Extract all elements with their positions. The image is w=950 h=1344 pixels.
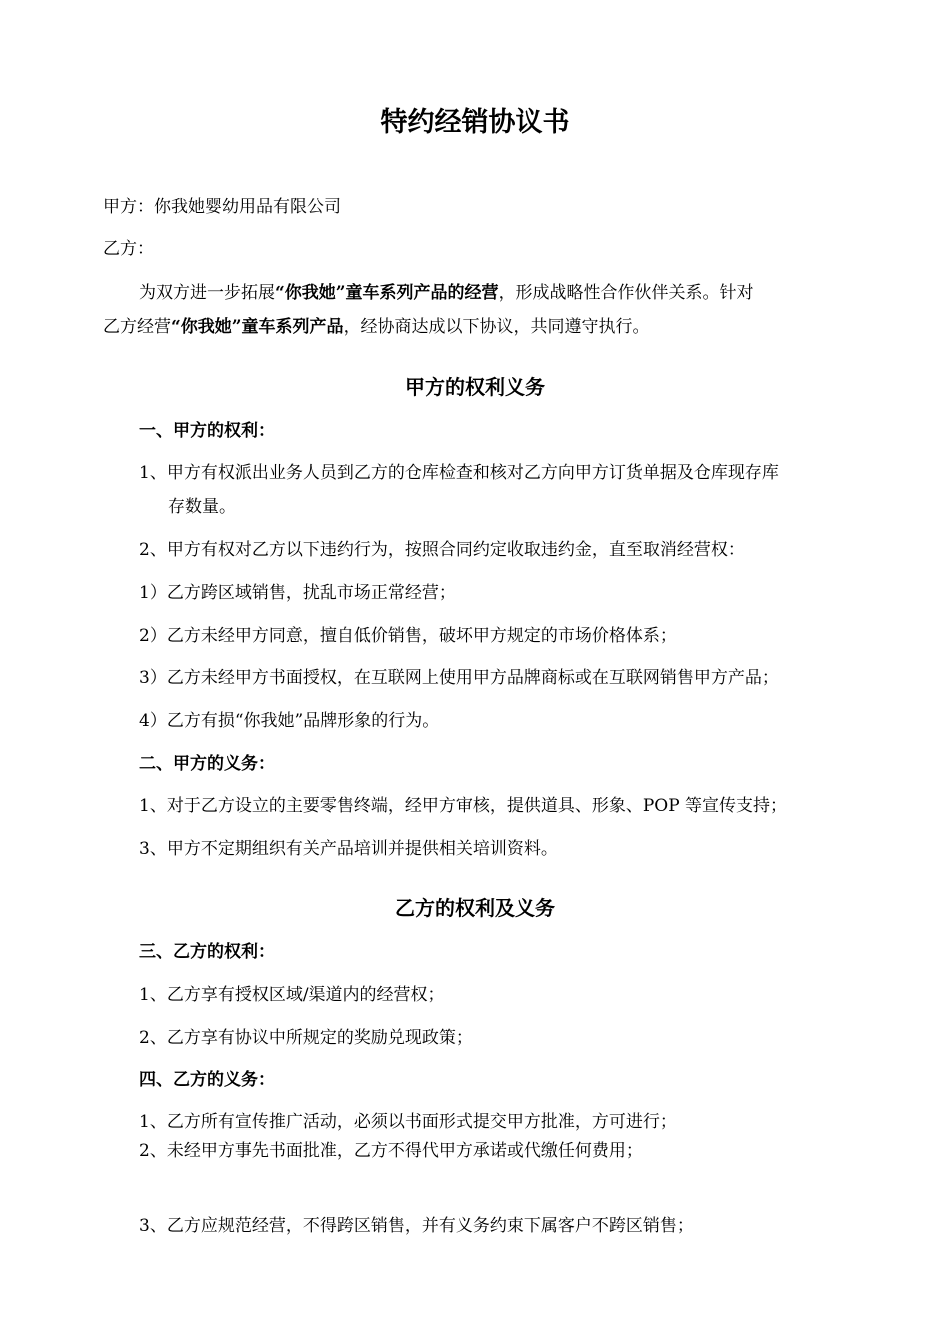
party-a-line: 甲方：你我她婴幼用品有限公司	[103, 197, 341, 217]
party-a-right-1-line-1: 1、甲方有权派出业务人员到乙方的仓库检查和核对乙方向甲方订货单据及仓库现存库	[139, 463, 779, 483]
section-heading-party-a: 甲方的权利义务	[405, 375, 545, 399]
party-b-right-1: 1、乙方享有授权区域/渠道内的经营权；	[139, 985, 445, 1005]
party-a-right-1-line-2: 存数量。	[168, 497, 236, 517]
party-b-duties-heading: 四、乙方的义务：	[139, 1070, 275, 1090]
intro-paragraph-line-1	[139, 282, 754, 304]
intro-text: 乙方经营	[103, 317, 171, 337]
party-a-right-2: 2、甲方有权对乙方以下违约行为，按照合同约定收取违约金，直至取消经营权：	[139, 540, 745, 560]
document-title: 特约经销协议书	[380, 107, 570, 138]
party-a-duty-1: 1、对于乙方设立的主要零售终端，经甲方审核，提供道具、形象、POP 等宣传支持；	[139, 796, 788, 816]
section-heading-party-b: 乙方的权利及义务	[395, 896, 555, 920]
violation-item-4: 4）乙方有损“你我她”品牌形象的行为。	[139, 711, 440, 731]
violation-item-2: 2）乙方未经甲方同意，擅自低价销售，破坏甲方规定的市场价格体系；	[139, 626, 677, 646]
party-a-duty-3: 3、甲方不定期组织有关产品培训并提供相关培训资料。	[139, 839, 558, 859]
party-b-duty-3: 3、乙方应规范经营，不得跨区销售，并有义务约束下属客户不跨区销售；	[139, 1216, 694, 1236]
intro-text: ，形成战略性合作伙伴关系。针对	[498, 283, 754, 303]
violation-item-1: 1）乙方跨区域销售，扰乱市场正常经营；	[139, 583, 456, 603]
party-b-duty-2: 2、未经甲方事先书面批准，乙方不得代甲方承诺或代缴任何费用；	[139, 1141, 643, 1161]
party-b-duty-1: 1、乙方所有宣传推广活动，必须以书面形式提交甲方批准，方可进行；	[139, 1112, 677, 1132]
intro-paragraph-line-2	[103, 316, 650, 338]
party-b-rights-heading: 三、乙方的权利：	[139, 942, 275, 962]
intro-emphasis: “你我她”童车系列产品	[171, 317, 344, 337]
intro-text: ，经协商达成以下协议，共同遵守执行。	[343, 317, 650, 337]
intro-emphasis: “你我她”童车系列产品的经营	[275, 283, 499, 303]
party-b-line: 乙方：	[103, 239, 154, 259]
party-a-duties-heading: 二、甲方的义务：	[139, 754, 275, 774]
party-a-rights-heading: 一、甲方的权利：	[139, 421, 275, 441]
violation-item-3: 3）乙方未经甲方书面授权，在互联网上使用甲方品牌商标或在互联网销售甲方产品；	[139, 668, 779, 688]
party-b-right-2: 2、乙方享有协议中所规定的奖励兑现政策；	[139, 1028, 473, 1048]
intro-text: 为双方进一步拓展	[139, 283, 275, 303]
